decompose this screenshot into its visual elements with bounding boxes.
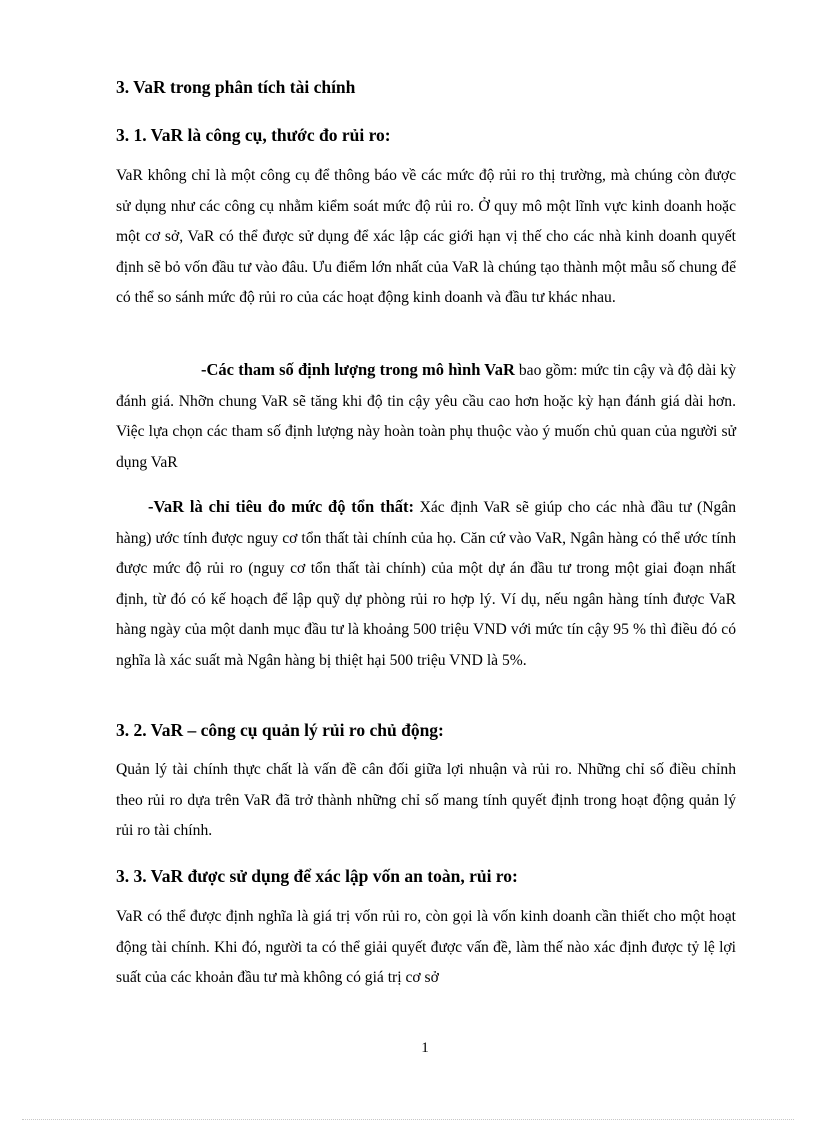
- section-1-heading: 3. 1. VaR là công cụ, thước đo rủi ro:: [116, 125, 391, 145]
- main-heading: 3. VaR trong phân tích tài chính: [116, 77, 356, 97]
- section-3-paragraph-1: VaR có thể được định nghĩa là giá trị vốn rủi ro, còn gọi là vốn kinh doanh cần thiết cho một hoạt động tài chính. Khi đó, người ta có thể giải quyết được vấn đề, làm thế nào xác định được tỷ lệ lợi suất của các khoản đầu tư mà không có giá trị cơ sở: [116, 908, 736, 986]
- page-bottom-divider: [22, 1119, 794, 1120]
- section-2-paragraph-1: Quản lý tài chính thực chất là vấn đề cân đối giữa lợi nhuận và rủi ro. Những chỉ số điều chỉnh theo rủi ro dựa trên VaR đã trở thành những chỉ số mang tính quyết định trong hoạt động quản lý rủi ro tài chính.: [116, 761, 736, 839]
- loss-measure-body: Xác định VaR sẽ giúp cho các nhà đầu tư (Ngân hàng) ước tính được nguy cơ tổn thất tài chính của họ. Căn cứ vào VaR, Ngân hàng có thể ước tính được mức độ rủi ro (nguy cơ tổn thất tài chính) của một dự án đầu tư trong một giai đoạn nhất định, từ đó có kế hoạch để lập quỹ dự phòng rủi ro hợp lý. Ví dụ, nếu ngân hàng tính được VaR hàng ngày của một danh mục đầu tư là khoảng 500 triệu VND với mức tín cậy 95 % thì điều đó có nghĩa là xác suất mà Ngân hàng bị thiệt hại 500 triệu VND là 5%.: [116, 499, 736, 669]
- section-1-paragraph-3: [116, 492, 736, 676]
- quantitative-parameters-lead: -Các tham số định lượng trong mô hình VaR: [201, 360, 515, 379]
- section-1-paragraph-1: VaR không chỉ là một công cụ để thông báo về các mức độ rủi ro thị trường, mà chúng còn được sử dụng như các công cụ nhằm kiểm soát mức độ rủi ro. Ở quy mô một lĩnh vực kinh doanh hoặc một cơ sở, VaR có thể được sử dụng để xác lập các giới hạn vị thế cho các nhà kinh doanh quyết định sẽ bỏ vốn đầu tư vào đâu. Ưu điểm lớn nhất của VaR là chúng tạo thành một mẫu số chung để có thể so sánh mức độ rủi ro của các hoạt động kinh doanh và đầu tư khác nhau.: [116, 167, 736, 306]
- section-3-heading: 3. 3. VaR được sử dụng để xác lập vốn an toàn, rủi ro:: [116, 866, 518, 886]
- page-number: 1: [421, 1040, 429, 1056]
- loss-measure-lead: -VaR là chỉ tiêu đo mức độ tổn thất:: [148, 497, 414, 516]
- quantitative-parameters-body: bao gồm: mức tin cậy và độ dài kỳ đánh giá. Nhỡn chung VaR sẽ tăng khi độ tin cậy yêu cầu cao hơn hoặc kỳ hạn đánh giá dài hơn. Việc lựa chọn các tham số định lượng này hoàn toàn phụ thuộc vào ý muốn chủ quan của người sử dụng VaR: [116, 362, 737, 471]
- section-2-heading: 3. 2. VaR – công cụ quản lý rủi ro chủ động:: [116, 720, 444, 740]
- section-1-paragraph-2: [116, 355, 736, 478]
